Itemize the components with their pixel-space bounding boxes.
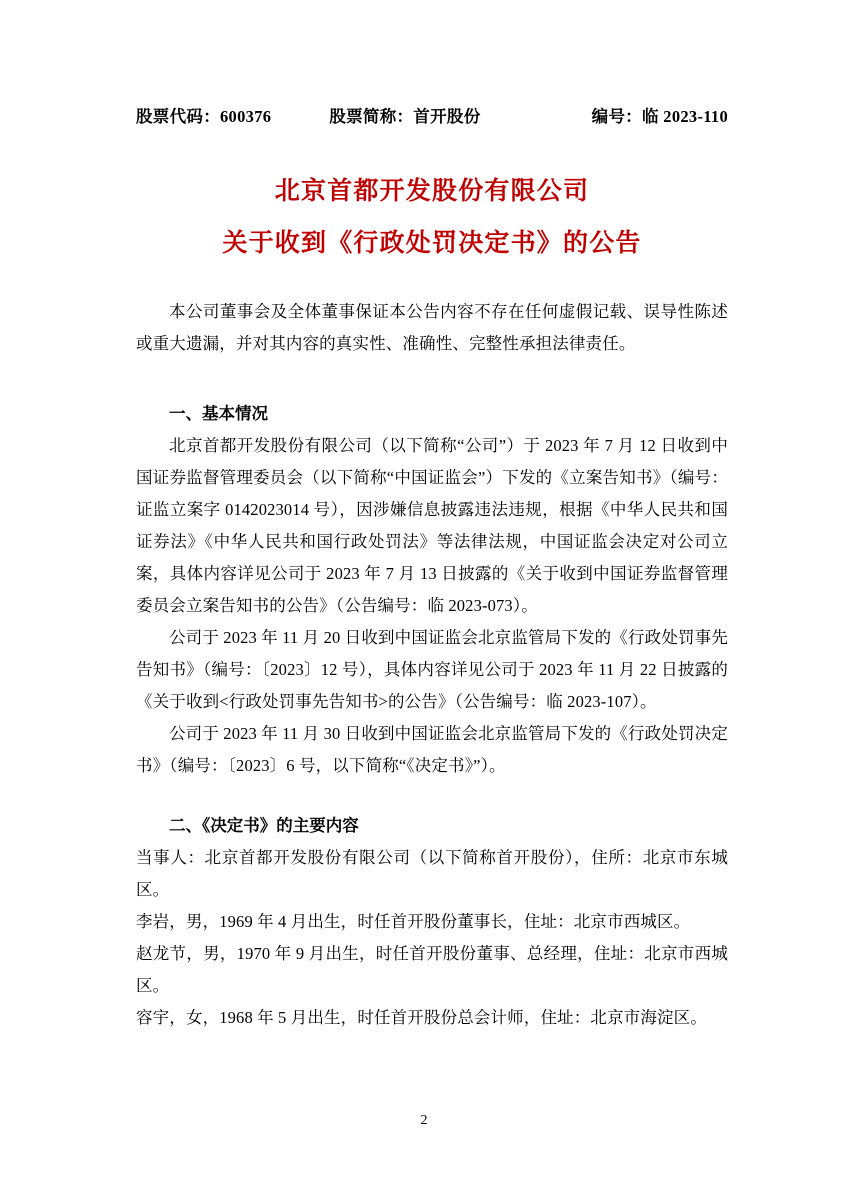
party-entity-paragraph: 当事人：北京首都开发股份有限公司（以下简称首开股份），住所：北京市东城区。 — [136, 848, 728, 899]
stock-abbreviation-label: 股票简称：首开股份 — [329, 107, 481, 126]
disclaimer-paragraph: 本公司董事会及全体董事保证本公告内容不存在任何虚假记载、误导性陈述或重大遗漏，并对其内容的真实性、准确性、完整性承担法律责任。 — [136, 302, 728, 353]
section-one-paragraph-2: 公司于 2023 年 11 月 20 日收到中国证监会北京监管局下发的《行政处罚事先告知书》（编号：〔2023〕12 号），具体内容详见公司于 2023 年 11 月 22 日披露的《关于收到<行政处罚事先告知书>的公告》（公告编号：临 2023-107）。 — [136, 628, 728, 711]
page-title-subject: 关于收到《行政处罚决定书》的公告 — [222, 230, 642, 257]
section-one-paragraph-1: 北京首都开发股份有限公司（以下简称“公司”）于 2023 年 7 月 12 日收到中国证券监督管理委员会（以下简称“中国证监会”）下发的《立案告知书》（编号：证监立案字 0142023014 号），因涉嫌信息披露违法违规，根据《中华人民共和国证券法》《中华人民共和国行政处罚法》等法律法规，中国证监会决定对公司立案，具体内容详见公司于 2023 年 7 月 13 日披露的《关于收到中国证券监督管理委员会立案告知书的公告》（公告编号：临 2023-073）。 — [136, 436, 728, 615]
announcement-title — [136, 179, 728, 256]
section-heading-basic-situation: 一、基本情况 — [169, 404, 268, 423]
document-header — [136, 103, 728, 127]
party-person-paragraph-2: 赵龙节，男，1970 年 9 月出生，时任首开股份董事、总经理，住址：北京市西城区。 — [136, 944, 728, 995]
stock-code-label: 股票代码：600376 — [136, 107, 272, 126]
document-number-label: 编号：临 2023-110 — [591, 107, 728, 126]
section-heading-decision-content: 二、《决定书》的主要内容 — [169, 816, 359, 835]
page-number: 2 — [420, 1113, 428, 1128]
document-content — [136, 0, 728, 1034]
page-title-company: 北京首都开发股份有限公司 — [274, 178, 590, 205]
party-person-paragraph-3: 容宇，女，1968 年 5 月出生，时任首开股份总会计师，住址：北京市海淀区。 — [136, 1008, 707, 1027]
section-one-paragraph-3: 公司于 2023 年 11 月 30 日收到中国证监会北京监管局下发的《行政处罚决定书》（编号：〔2023〕6 号，以下简称“《决定书》”）。 — [136, 724, 728, 775]
party-person-paragraph-1: 李岩，男，1969 年 4 月出生，时任首开股份董事长，住址：北京市西城区。 — [136, 912, 691, 931]
